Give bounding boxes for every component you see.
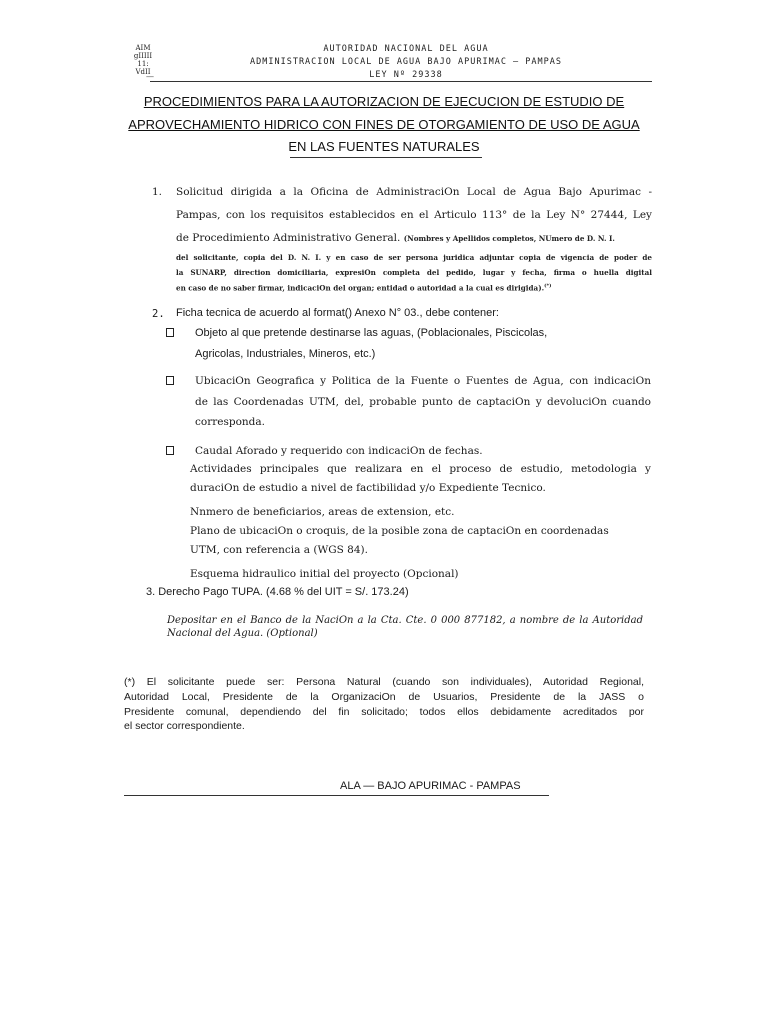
- title-line-3: EN LAS FUENTES NATURALES: [288, 139, 480, 154]
- deposit-line-2: Nacional del Agua. (Optional): [167, 628, 318, 639]
- note-line-3: Presidente comunal, dependiendo del fin solicitado; todos ellos debidamente acreditados por: [124, 706, 644, 718]
- check-1-line-1: Objeto al que pretende destinarse las aguas, (Poblacionales, Piscicolas,: [195, 327, 548, 339]
- checkbox-icon: [166, 376, 174, 385]
- logo-dash: —: [146, 72, 154, 81]
- title-line-2: [110, 117, 658, 132]
- item-1-small-line-5: la SUNARP, direction domiciliaria, expresiOn completa del pedido, lugar y fecha, firma o huella digital: [176, 268, 652, 277]
- item-2-number: 2.: [152, 308, 165, 320]
- header-line-2: ADMINISTRACION LOCAL DE AGUA BAJO APURIMAC — PAMPAS: [250, 57, 562, 67]
- logo-text-3: 11:: [137, 60, 149, 68]
- checkbox-icon: [166, 446, 174, 455]
- signature-line: [124, 795, 549, 796]
- item-1-number: 1.: [152, 186, 163, 198]
- title-underline: [290, 157, 482, 158]
- activities-line-1: Actividades principales que realizara en el proceso de estudio, metodologia y: [190, 463, 651, 475]
- plano-line-1: Plano de ubicaciOn o croquis, de la posible zona de captaciOn en coordenadas: [190, 525, 609, 537]
- check-3-line-1: Caudal Aforado y requerido con indicaciOn de fechas.: [195, 445, 483, 457]
- item-1-line-3: [176, 232, 654, 244]
- title-line-1: [110, 94, 658, 109]
- activities-line-2: duraciOn de estudio a nivel de factibilidad y/o Expediente Tecnico.: [190, 482, 546, 494]
- item-1-line-3-main: de Procedimiento Administrativo General.: [176, 232, 401, 244]
- item-1-line-3-small: (Nombres y Apellidos completos, NUmero de D. N. I.: [403, 234, 615, 243]
- logo-text-1: AIM: [135, 44, 151, 52]
- item-1-small-line-6: [176, 283, 652, 292]
- check-2-line-3: corresponda.: [195, 416, 265, 428]
- note-line-1: (*) El solicitante puede ser: Persona Natural (cuando son individuales), Autoridad Regional,: [124, 676, 644, 688]
- item-2-heading: Ficha tecnica de acuerdo al format() Anexo N° 03., debe contener:: [176, 307, 499, 319]
- esquema-line: Esquema hidraulico initial del proyecto (Opcional): [190, 568, 459, 580]
- item-1-line-2: Pampas, con los requisitos establecidos en el Articulo 113° de la Ley N° 27444, Ley: [176, 209, 652, 221]
- plano-line-2: UTM, con referencia a (WGS 84).: [190, 544, 368, 556]
- title-line-1-text: PROCEDIMIENTOS PARA LA AUTORIZACION DE EJECUCION DE ESTUDIO DE: [143, 94, 625, 109]
- item-1-small-line-4: del solicitante, copia del D. N. I. y en caso de ser persona juridica adjuntar copia de vigencia de poder de: [176, 253, 652, 262]
- item-3-line: 3. Derecho Pago TUPA. (4.68 % del UIT = S/. 173.24): [146, 586, 409, 598]
- beneficiaries-line: Nnmero de beneficiarios, areas de extension, etc.: [190, 506, 455, 518]
- header-line-1: AUTORIDAD NACIONAL DEL AGUA: [323, 44, 489, 54]
- logo-text-4: VdII: [135, 68, 151, 76]
- header-line-3: LEY Nº 29338: [369, 70, 443, 80]
- item-1-small-line-6-text: en caso de no saber firmar, indicaciOn del organ; entidad o autoridad a la cual es dirigida).: [176, 283, 545, 293]
- note-line-4: el sector correspondiente.: [124, 720, 245, 732]
- item-1-line-1: Solicitud dirigida a la Oficina de AdministraciOn Local de Agua Bajo Apurimac -: [176, 186, 652, 198]
- check-2-line-2: de las Coordenadas UTM, del, probable punto de captaciOn y devoluciOn cuando: [195, 396, 651, 408]
- title-line-2-text: APROVECHAMIENTO HIDRICO CON FINES DE OTORGAMIENTO DE USO DE AGUA: [128, 117, 640, 132]
- header-divider: [150, 81, 652, 82]
- checkbox-icon: [166, 328, 174, 337]
- check-2-line-1: UbicaciOn Geografica y Politica de la Fuente o Fuentes de Agua, con indicaciOn: [195, 375, 651, 387]
- check-1-line-2: Agricolas, Industriales, Mineros, etc.): [195, 348, 376, 360]
- note-line-2: Autoridad Local, Presidente de la OrganizaciOn de Usuarios, Presidente de la JASS o: [124, 691, 644, 703]
- deposit-line-1: Depositar en el Banco de la NaciOn a la Cta. Cte. 0 000 877182, a nombre de la Autoridad: [167, 615, 643, 626]
- logo-text-2: gIIIII: [133, 52, 153, 60]
- signature-label: ALA — BAJO APURIMAC - PAMPAS: [340, 780, 521, 792]
- item-1-footnote-mark: (*): [544, 283, 552, 289]
